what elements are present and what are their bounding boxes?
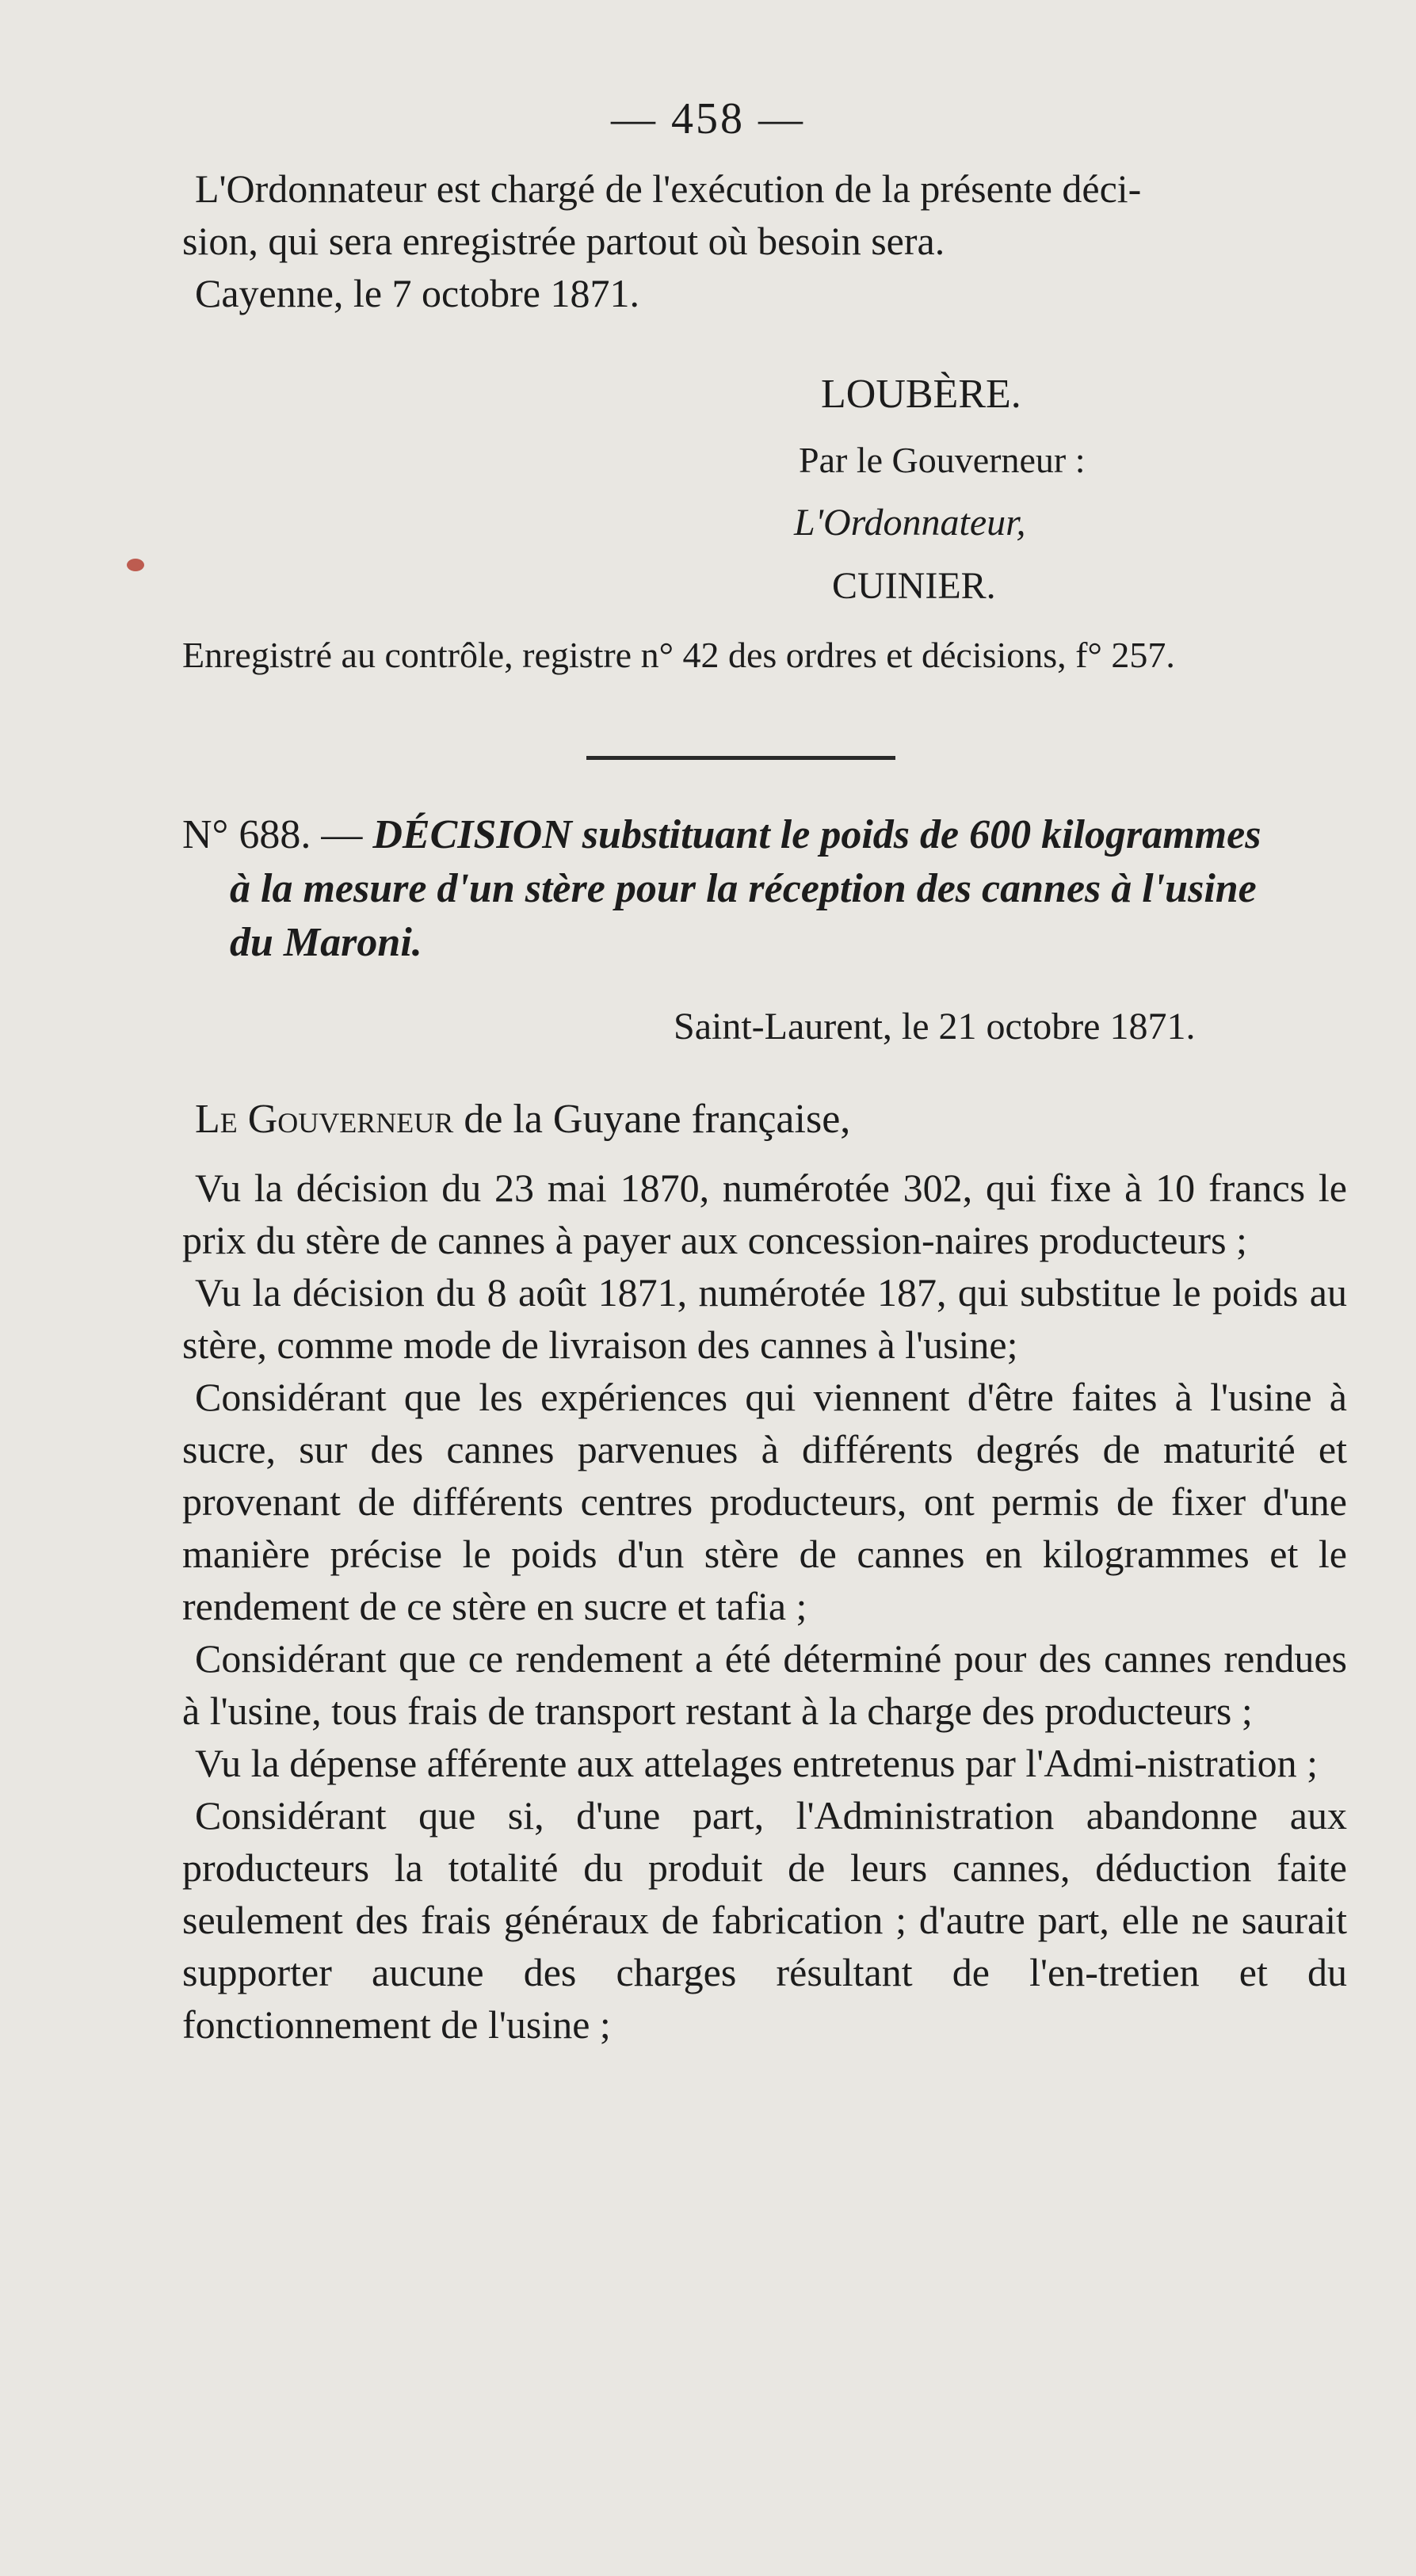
governor-suffix: de la Guyane française,	[453, 1097, 851, 1142]
intro-place-date: Cayenne, le 7 octobre 1871.	[195, 271, 639, 315]
page-number: — 458 —	[611, 94, 805, 143]
body-paragraph: Vu la dépense afférente aux attelages entretenus par l'Admi-nistration ;	[195, 1741, 1319, 1785]
decision-title-line-1: substituant le poids de 600 kilogrammes	[582, 812, 1261, 857]
registration-note: Enregistré au contrôle, registre n° 42 des ordres et décisions, f° 257.	[182, 635, 1175, 675]
body-paragraph: Considérant que ce rendement a été déterminé pour des cannes rendues à l'usine, tous frais de transport restant à la charge des producteurs ;	[182, 1636, 1347, 1733]
decision-word: DÉCISION	[372, 812, 572, 857]
governor-prefix: Le Gouverneur	[195, 1097, 454, 1142]
decision-title-line-2: à la mesure d'un stère pour la réception des cannes à l'usine	[230, 866, 1257, 911]
body-paragraph: Considérant que les expériences qui viennent d'être faites à l'usine à sucre, sur des cannes parvenues à différents degrés de maturité et provenant de différents centres producteurs, ont permis de fixer d'une manière précise le poids d'un stère de cannes en kilogrammes et le rendement de ce stère en sucre et tafia ;	[182, 1375, 1347, 1628]
decision-body	[182, 1162, 1347, 2051]
body-paragraph: Vu la décision du 8 août 1871, numérotée 187, qui substitue le poids au stère, comme mode de livraison des cannes à l'usine;	[182, 1270, 1347, 1367]
signature-name-2: CUINIER.	[832, 565, 996, 607]
place-date-2: Saint-Laurent, le 21 octobre 1871.	[674, 1006, 1196, 1048]
body-paragraph: Considérant que si, d'une part, l'Administration abandonne aux producteurs la totalité du produit de leurs cannes, déduction faite seulement des frais généraux de fabrication ; d'autre part, elle ne saurait supporter aucune des charges résultant de l'en-tretien et du fonctionnement de l'usine ;	[182, 1793, 1347, 2047]
decision-title	[182, 808, 1347, 970]
ink-stain	[127, 559, 144, 571]
intro-block	[182, 162, 1347, 319]
intro-line-1: L'Ordonnateur est chargé de l'exécution de la présente déci-	[195, 166, 1142, 211]
intro-line-2: sion, qui sera enregistrée partout où besoin sera.	[182, 219, 945, 263]
decision-title-line-3: du Maroni.	[230, 920, 422, 965]
decision-number: N° 688. —	[182, 812, 363, 857]
signature-name: LOUBÈRE.	[821, 372, 1021, 417]
signature-role: L'Ordonnateur,	[794, 502, 1026, 544]
governor-line	[182, 1093, 1347, 1146]
section-divider	[586, 756, 895, 760]
body-paragraph: Vu la décision du 23 mai 1870, numérotée 302, qui fixe à 10 francs le prix du stère de cannes à payer aux concession-naires producteurs ;	[182, 1166, 1347, 1262]
signature-by: Par le Gouverneur :	[799, 440, 1086, 480]
